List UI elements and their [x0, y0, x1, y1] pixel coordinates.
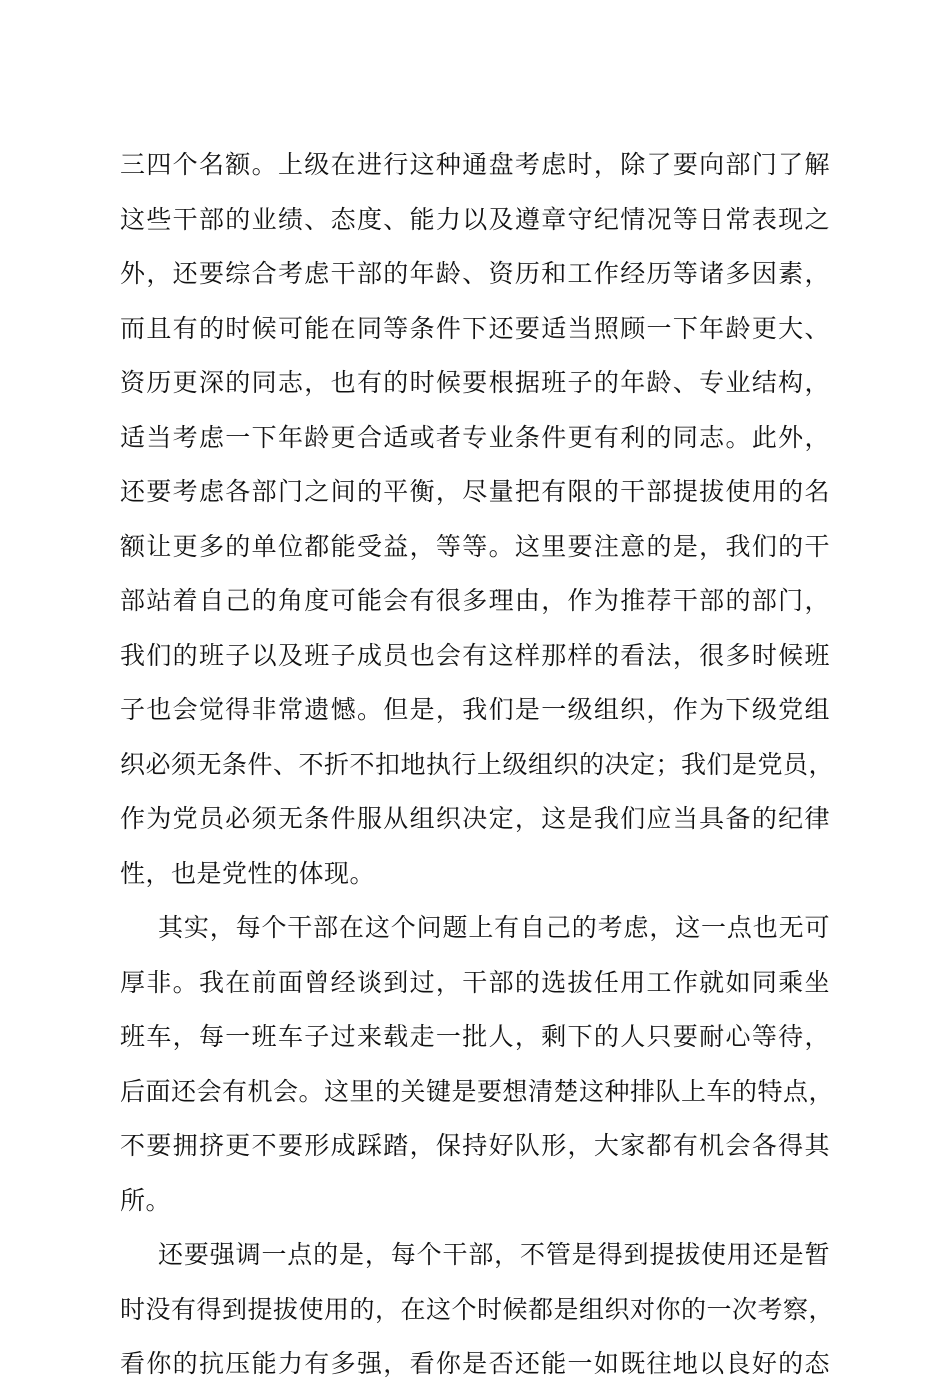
paragraph: [120, 1228, 835, 1392]
text-line: 看你的抗压能力有多强，看你是否还能一如既往地以良好的态: [120, 1349, 830, 1378]
text-line: 作为党员必须无条件服从组织决定，这是我们应当具备的纪律: [120, 804, 830, 833]
text-line: 还要强调一点的是，每个干部，不管是得到提拔使用还是暂: [158, 1240, 830, 1269]
text-line: 班车，每一班车子过来载走一批人，剩下的人只要耐心等待，: [120, 1022, 830, 1051]
text-line: 后面还会有机会。这里的关键是要想清楚这种排队上车的特点，: [120, 1076, 835, 1106]
text-line: 不要拥挤更不要形成踩踏，保持好队形，大家都有机会各得其: [120, 1131, 830, 1160]
text-line: 三四个名额。上级在进行这种通盘考虑时，除了要向部门了解: [120, 150, 830, 179]
paragraph: [120, 138, 835, 901]
body-text: [120, 138, 835, 1392]
text-line: 织必须无条件、不折不扣地执行上级组织的决定；我们是党员，: [120, 749, 835, 779]
text-line: 外，还要综合考虑干部的年龄、资历和工作经历等诸多因素，: [120, 259, 830, 288]
text-line: 部站着自己的角度可能会有很多理由，作为推荐干部的部门，: [120, 586, 830, 615]
paragraph: [120, 901, 835, 1228]
text-line: 这些干部的业绩、态度、能力以及遵章守纪情况等日常表现之: [120, 204, 830, 234]
text-line: 还要考虑各部门之间的平衡，尽量把有限的干部提拔使用的名: [120, 477, 830, 506]
text-line: 适当考虑一下年龄更合适或者专业条件更有利的同志。此外，: [120, 422, 830, 452]
text-line: 子也会觉得非常遗憾。但是，我们是一级组织，作为下级党组: [120, 695, 830, 724]
text-line: 时没有得到提拔使用的，在这个时候都是组织对你的一次考察，: [120, 1294, 835, 1324]
text-line: 其实，每个干部在这个问题上有自己的考虑，这一点也无可: [158, 913, 830, 942]
text-line: 额让更多的单位都能受益，等等。这里要注意的是，我们的干: [120, 531, 830, 561]
text-line: 而且有的时候可能在同等条件下还要适当照顾一下年龄更大、: [120, 313, 830, 343]
text-line: 厚非。我在前面曾经谈到过，干部的选拔任用工作就如同乘坐: [120, 967, 830, 997]
text-line: 资历更深的同志，也有的时候要根据班子的年龄、专业结构，: [120, 368, 830, 397]
text-line: 我们的班子以及班子成员也会有这样那样的看法，很多时候班: [120, 640, 830, 670]
text-line: 性，也是党性的体现。: [120, 858, 376, 888]
text-line: 所。: [120, 1185, 172, 1215]
